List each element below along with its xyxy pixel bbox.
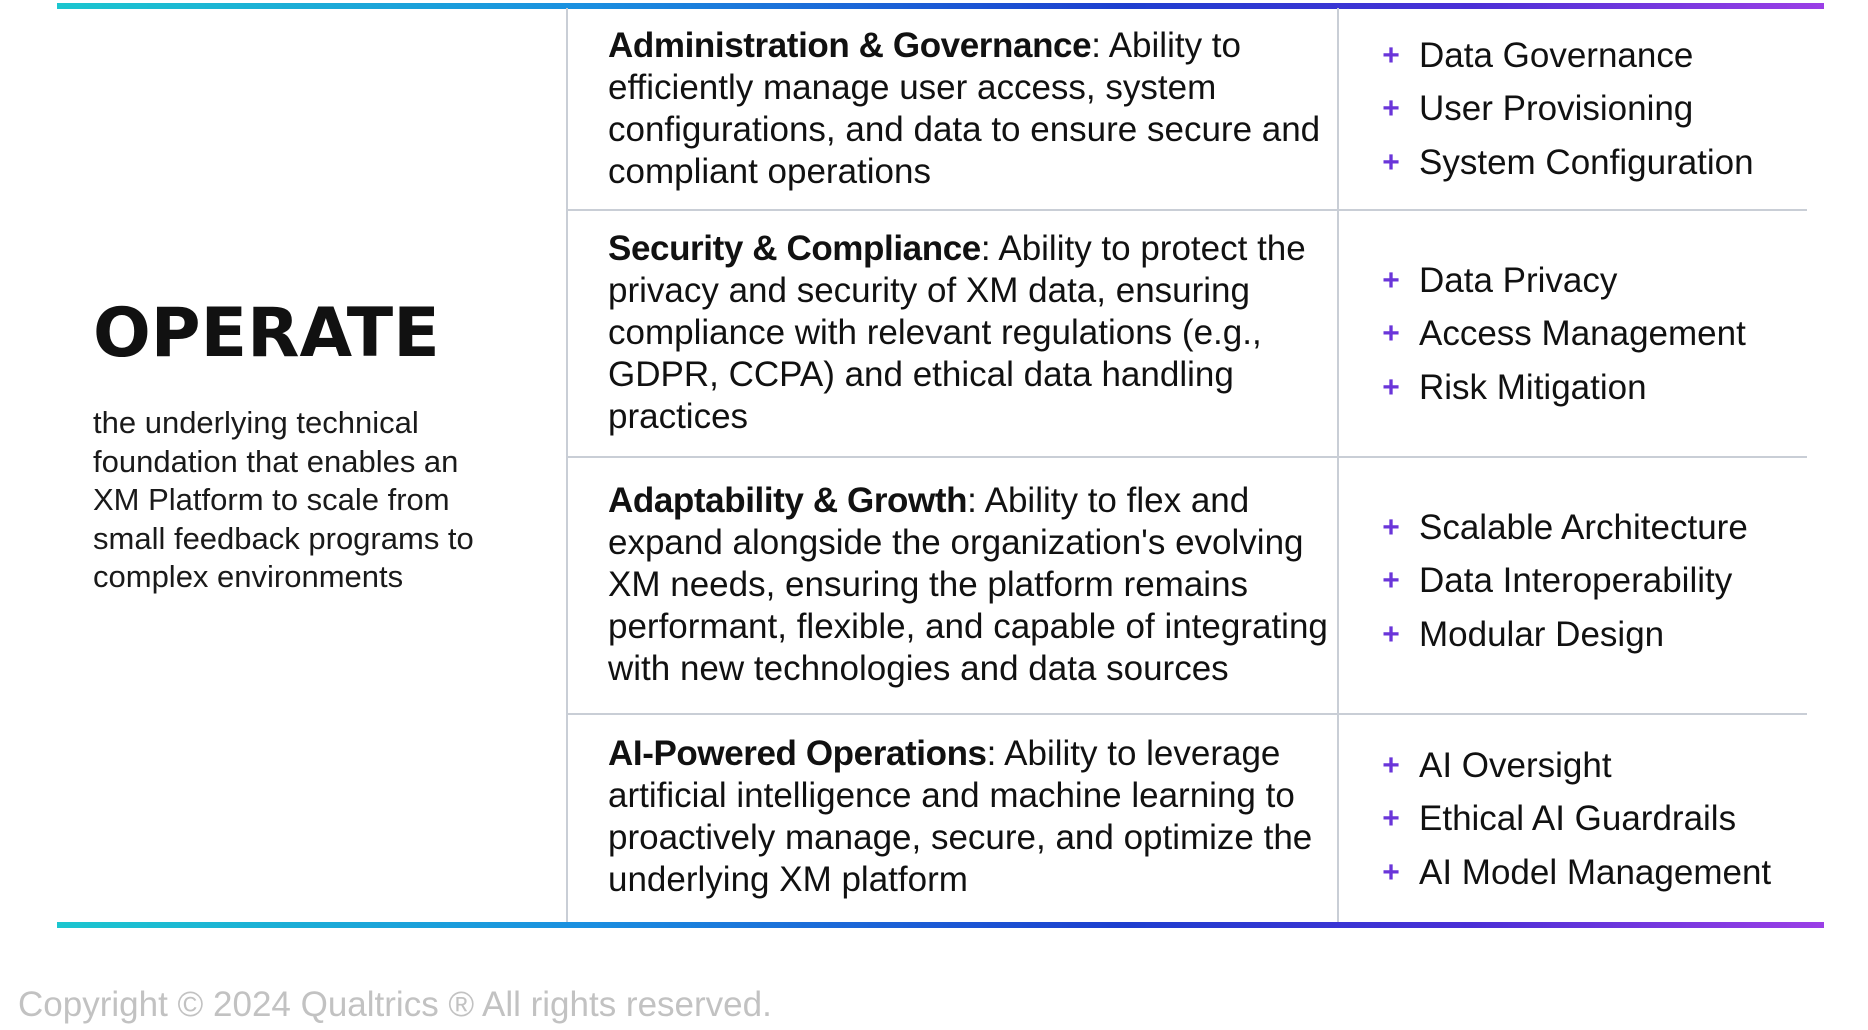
capability-title: AI-Powered Operations bbox=[608, 734, 987, 773]
item-label: Modular Design bbox=[1419, 614, 1665, 654]
list-item bbox=[1377, 555, 1748, 609]
list-item bbox=[1377, 739, 1771, 793]
list-item bbox=[1377, 308, 1746, 362]
item-label: Risk Mitigation bbox=[1419, 367, 1647, 407]
plus-icon: + bbox=[1382, 370, 1400, 404]
item-label: Ethical AI Guardrails bbox=[1419, 799, 1737, 839]
plus-icon: + bbox=[1382, 38, 1400, 72]
capability-description bbox=[608, 228, 1338, 438]
plus-icon: + bbox=[1382, 263, 1400, 297]
capability-title: Adaptability & Growth bbox=[608, 481, 968, 520]
plus-icon: + bbox=[1382, 617, 1400, 651]
section-heading: OPERATE bbox=[93, 294, 440, 373]
plus-icon: + bbox=[1382, 92, 1400, 126]
bottom-gradient-rule bbox=[57, 922, 1824, 928]
item-label: AI Oversight bbox=[1419, 745, 1612, 785]
capability-text: : Ability to efficiently manage user access, system configurations, and data to ensure secure and compliant operations bbox=[608, 26, 1321, 191]
capability-text: : Ability to leverage artificial intelligence and machine learning to proactively manage, secure, and optimize the underlying XM platform bbox=[608, 734, 1313, 899]
plus-icon: + bbox=[1382, 510, 1400, 544]
copyright-notice: Copyright © 2024 Qualtrics ® All rights reserved. bbox=[18, 985, 772, 1024]
item-label: Data Governance bbox=[1419, 35, 1694, 75]
list-item bbox=[1377, 83, 1754, 137]
capability-description bbox=[608, 480, 1338, 690]
capability-row-ai-operations bbox=[566, 715, 1807, 922]
capability-items bbox=[1377, 29, 1754, 190]
capability-title: Security & Compliance bbox=[608, 229, 981, 268]
item-label: User Provisioning bbox=[1419, 89, 1694, 129]
item-label: AI Model Management bbox=[1419, 852, 1772, 892]
list-item bbox=[1377, 254, 1746, 308]
plus-icon: + bbox=[1382, 564, 1400, 598]
capability-items bbox=[1377, 739, 1771, 900]
plus-icon: + bbox=[1382, 317, 1400, 351]
list-item bbox=[1377, 361, 1746, 415]
capability-description bbox=[608, 25, 1338, 193]
capability-items bbox=[1377, 501, 1748, 662]
list-item bbox=[1377, 29, 1754, 83]
capability-text: : Ability to flex and expand alongside the organization's evolving XM needs, ensuring the platform remains performant, flexible, and capable of integrating with new technologies and data sources bbox=[608, 481, 1328, 688]
plus-icon: + bbox=[1382, 145, 1400, 179]
capability-row-administration bbox=[566, 8, 1807, 209]
list-item bbox=[1377, 136, 1754, 190]
capability-items bbox=[1377, 254, 1746, 415]
capability-title: Administration & Governance bbox=[608, 26, 1092, 65]
list-item bbox=[1377, 846, 1771, 900]
section-intro bbox=[93, 294, 493, 597]
item-label: Access Management bbox=[1419, 314, 1746, 354]
plus-icon: + bbox=[1382, 855, 1400, 889]
item-label: Data Privacy bbox=[1419, 260, 1618, 300]
item-label: Data Interoperability bbox=[1419, 561, 1733, 601]
list-item bbox=[1377, 501, 1748, 555]
capability-row-security bbox=[566, 211, 1807, 456]
item-label: Scalable Architecture bbox=[1419, 507, 1748, 547]
section-subtext: the underlying technical foundation that enables an XM Platform to scale from small feedback programs to complex environments bbox=[93, 405, 474, 594]
plus-icon: + bbox=[1382, 748, 1400, 782]
capability-text: : Ability to protect the privacy and security of XM data, ensuring compliance with relevant regulations (e.g., GDPR, CCPA) and ethical data handling practices bbox=[608, 229, 1306, 436]
item-label: System Configuration bbox=[1419, 142, 1754, 182]
list-item bbox=[1377, 793, 1771, 847]
capability-description bbox=[608, 733, 1338, 901]
plus-icon: + bbox=[1382, 802, 1400, 836]
capability-row-adaptability bbox=[566, 458, 1807, 713]
list-item bbox=[1377, 608, 1748, 662]
